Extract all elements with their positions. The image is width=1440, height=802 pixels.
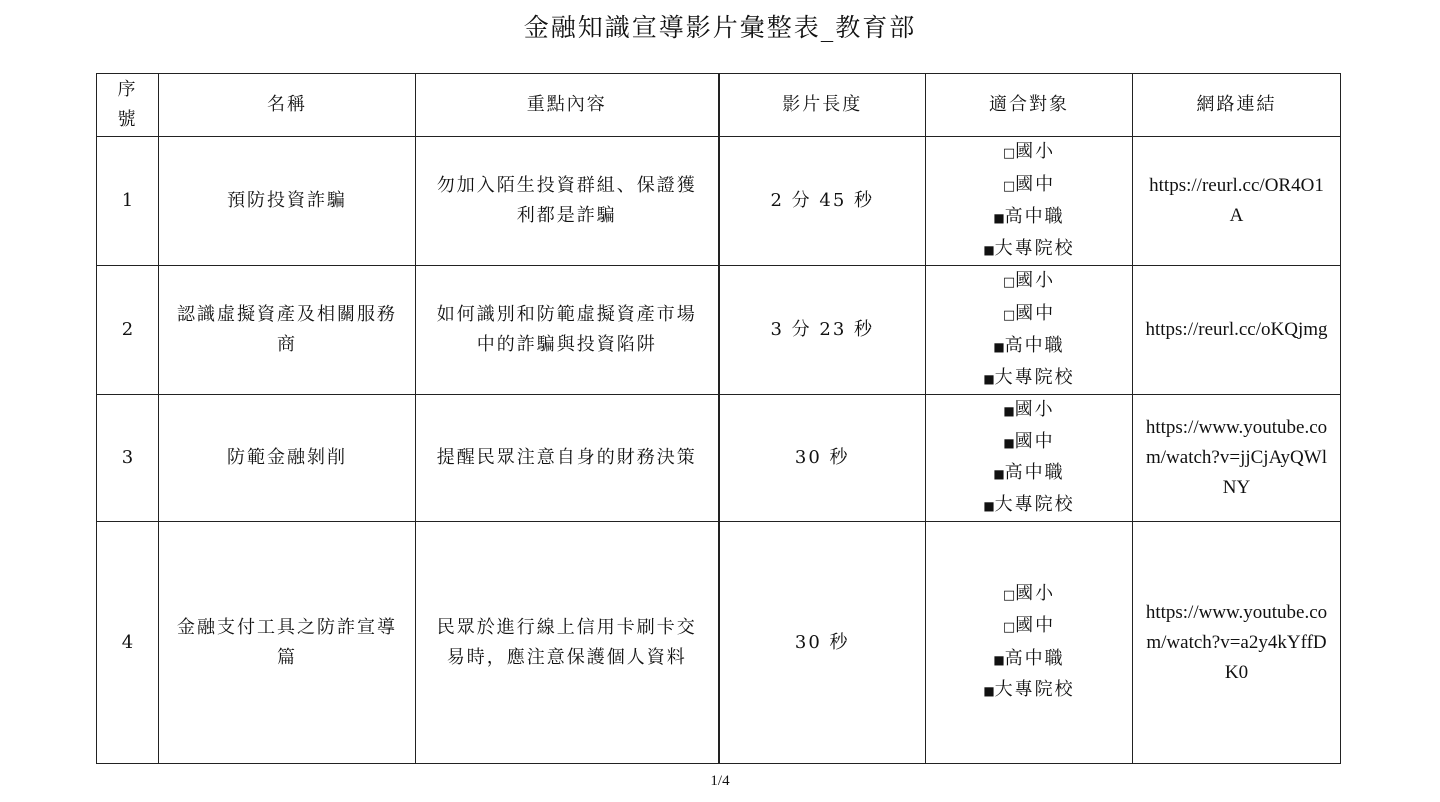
table-row	[97, 266, 1341, 395]
audience-label: 大專院校	[994, 366, 1075, 388]
audience-item	[1003, 299, 1055, 332]
table-row	[97, 137, 1341, 266]
row-audience	[926, 522, 1133, 764]
audience-item	[983, 234, 1074, 266]
row-name: 金融支付工具之防詐宣導篇	[159, 522, 416, 764]
audience-label: 國中	[1014, 430, 1055, 452]
audience-label: 高中職	[1004, 206, 1065, 227]
table-row	[97, 395, 1341, 522]
audience-label: 國小	[1015, 141, 1056, 162]
audience-item	[993, 644, 1064, 676]
unchecked-box-icon: □	[1002, 620, 1016, 635]
row-content: 提醒民眾注意自身的財務決策	[416, 395, 719, 522]
audience-label: 高中職	[1004, 335, 1065, 356]
video-link[interactable]: https://www.youtube.com/watch?v=a2y4kYffDK0	[1145, 601, 1328, 683]
audience-item	[1003, 170, 1055, 203]
checked-box-icon: ■	[1003, 435, 1015, 450]
audience-item	[993, 331, 1064, 363]
audience-item	[1003, 611, 1055, 644]
audience-label: 國小	[1015, 270, 1056, 291]
row-content: 如何識別和防範虛擬資產市場中的詐騙與投資陷阱	[416, 266, 719, 395]
row-link	[1133, 266, 1341, 395]
row-link	[1133, 137, 1341, 266]
audience-item	[1003, 427, 1054, 459]
video-link[interactable]: https://reurl.cc/oKQjmg	[1145, 319, 1328, 340]
audience-label: 大專院校	[994, 237, 1075, 259]
audience-item	[1003, 579, 1055, 612]
unchecked-box-icon: □	[1002, 275, 1016, 290]
row-name: 預防投資詐騙	[159, 137, 416, 266]
row-content: 民眾於進行線上信用卡刷卡交易時，應注意保護個人資料	[416, 522, 719, 764]
row-length: 2 分 45 秒	[719, 137, 926, 266]
unchecked-box-icon: □	[1002, 146, 1016, 161]
audience-label: 國中	[1015, 302, 1056, 324]
row-name: 防範金融剝削	[159, 395, 416, 522]
audience-item	[983, 363, 1074, 395]
unchecked-box-icon: □	[1002, 178, 1016, 194]
row-audience	[926, 266, 1133, 395]
unchecked-box-icon: □	[1002, 587, 1016, 603]
audience-label: 國小	[1015, 582, 1056, 604]
row-length: 3 分 23 秒	[719, 266, 926, 395]
video-link[interactable]: https://reurl.cc/OR4O1A	[1149, 175, 1324, 226]
row-link	[1133, 522, 1341, 764]
header-content: 重點內容	[416, 74, 719, 137]
checked-box-icon: ■	[983, 242, 995, 257]
row-seq: 2	[97, 266, 159, 395]
header-audience: 適合對象	[926, 74, 1133, 137]
audience-list	[938, 137, 1120, 265]
header-seq: 序號	[97, 74, 159, 137]
audience-label: 國中	[1015, 173, 1056, 195]
row-audience	[926, 395, 1133, 522]
video-summary-table	[96, 73, 1341, 764]
audience-item	[1003, 395, 1054, 427]
document-title: 金融知識宣導影片彙整表_教育部	[523, 13, 917, 42]
audience-label: 大專院校	[994, 493, 1075, 515]
audience-item	[1003, 266, 1055, 299]
audience-list	[938, 395, 1120, 521]
table-row	[97, 522, 1341, 764]
checked-box-icon: ■	[993, 340, 1005, 354]
header-link: 網路連結	[1133, 74, 1341, 137]
audience-item	[993, 458, 1064, 490]
audience-label: 大專院校	[994, 679, 1075, 700]
audience-label: 國小	[1014, 399, 1055, 420]
audience-item	[983, 490, 1074, 522]
checked-box-icon: ■	[983, 371, 995, 386]
checked-box-icon: ■	[983, 498, 995, 513]
checked-box-icon: ■	[993, 211, 1005, 225]
row-length: 30 秒	[719, 522, 926, 764]
audience-list	[938, 266, 1120, 394]
audience-item	[993, 202, 1064, 234]
audience-item	[983, 675, 1074, 707]
row-name: 認識虛擬資產及相關服務商	[159, 266, 416, 395]
row-seq: 4	[97, 522, 159, 764]
unchecked-box-icon: □	[1002, 307, 1016, 323]
audience-label: 高中職	[1004, 462, 1065, 483]
row-seq: 1	[97, 137, 159, 266]
row-seq: 3	[97, 395, 159, 522]
audience-label: 國中	[1015, 615, 1056, 636]
video-link[interactable]: https://www.youtube.com/watch?v=jjCjAyQWlNY	[1145, 417, 1328, 498]
checked-box-icon: ■	[993, 467, 1005, 481]
row-link	[1133, 395, 1341, 522]
audience-list	[938, 579, 1120, 707]
header-length: 影片長度	[719, 74, 926, 137]
checked-box-icon: ■	[1003, 404, 1015, 418]
header-name: 名稱	[159, 74, 416, 137]
checked-box-icon: ■	[983, 684, 995, 698]
checked-box-icon: ■	[993, 652, 1005, 667]
table-header-row	[97, 74, 1341, 137]
row-length: 30 秒	[719, 395, 926, 522]
audience-label: 高中職	[1004, 647, 1065, 669]
audience-item	[1003, 137, 1055, 170]
row-audience	[926, 137, 1133, 266]
row-content: 勿加入陌生投資群組、保證獲利都是詐騙	[416, 137, 719, 266]
page-number: 1/4	[710, 773, 730, 789]
